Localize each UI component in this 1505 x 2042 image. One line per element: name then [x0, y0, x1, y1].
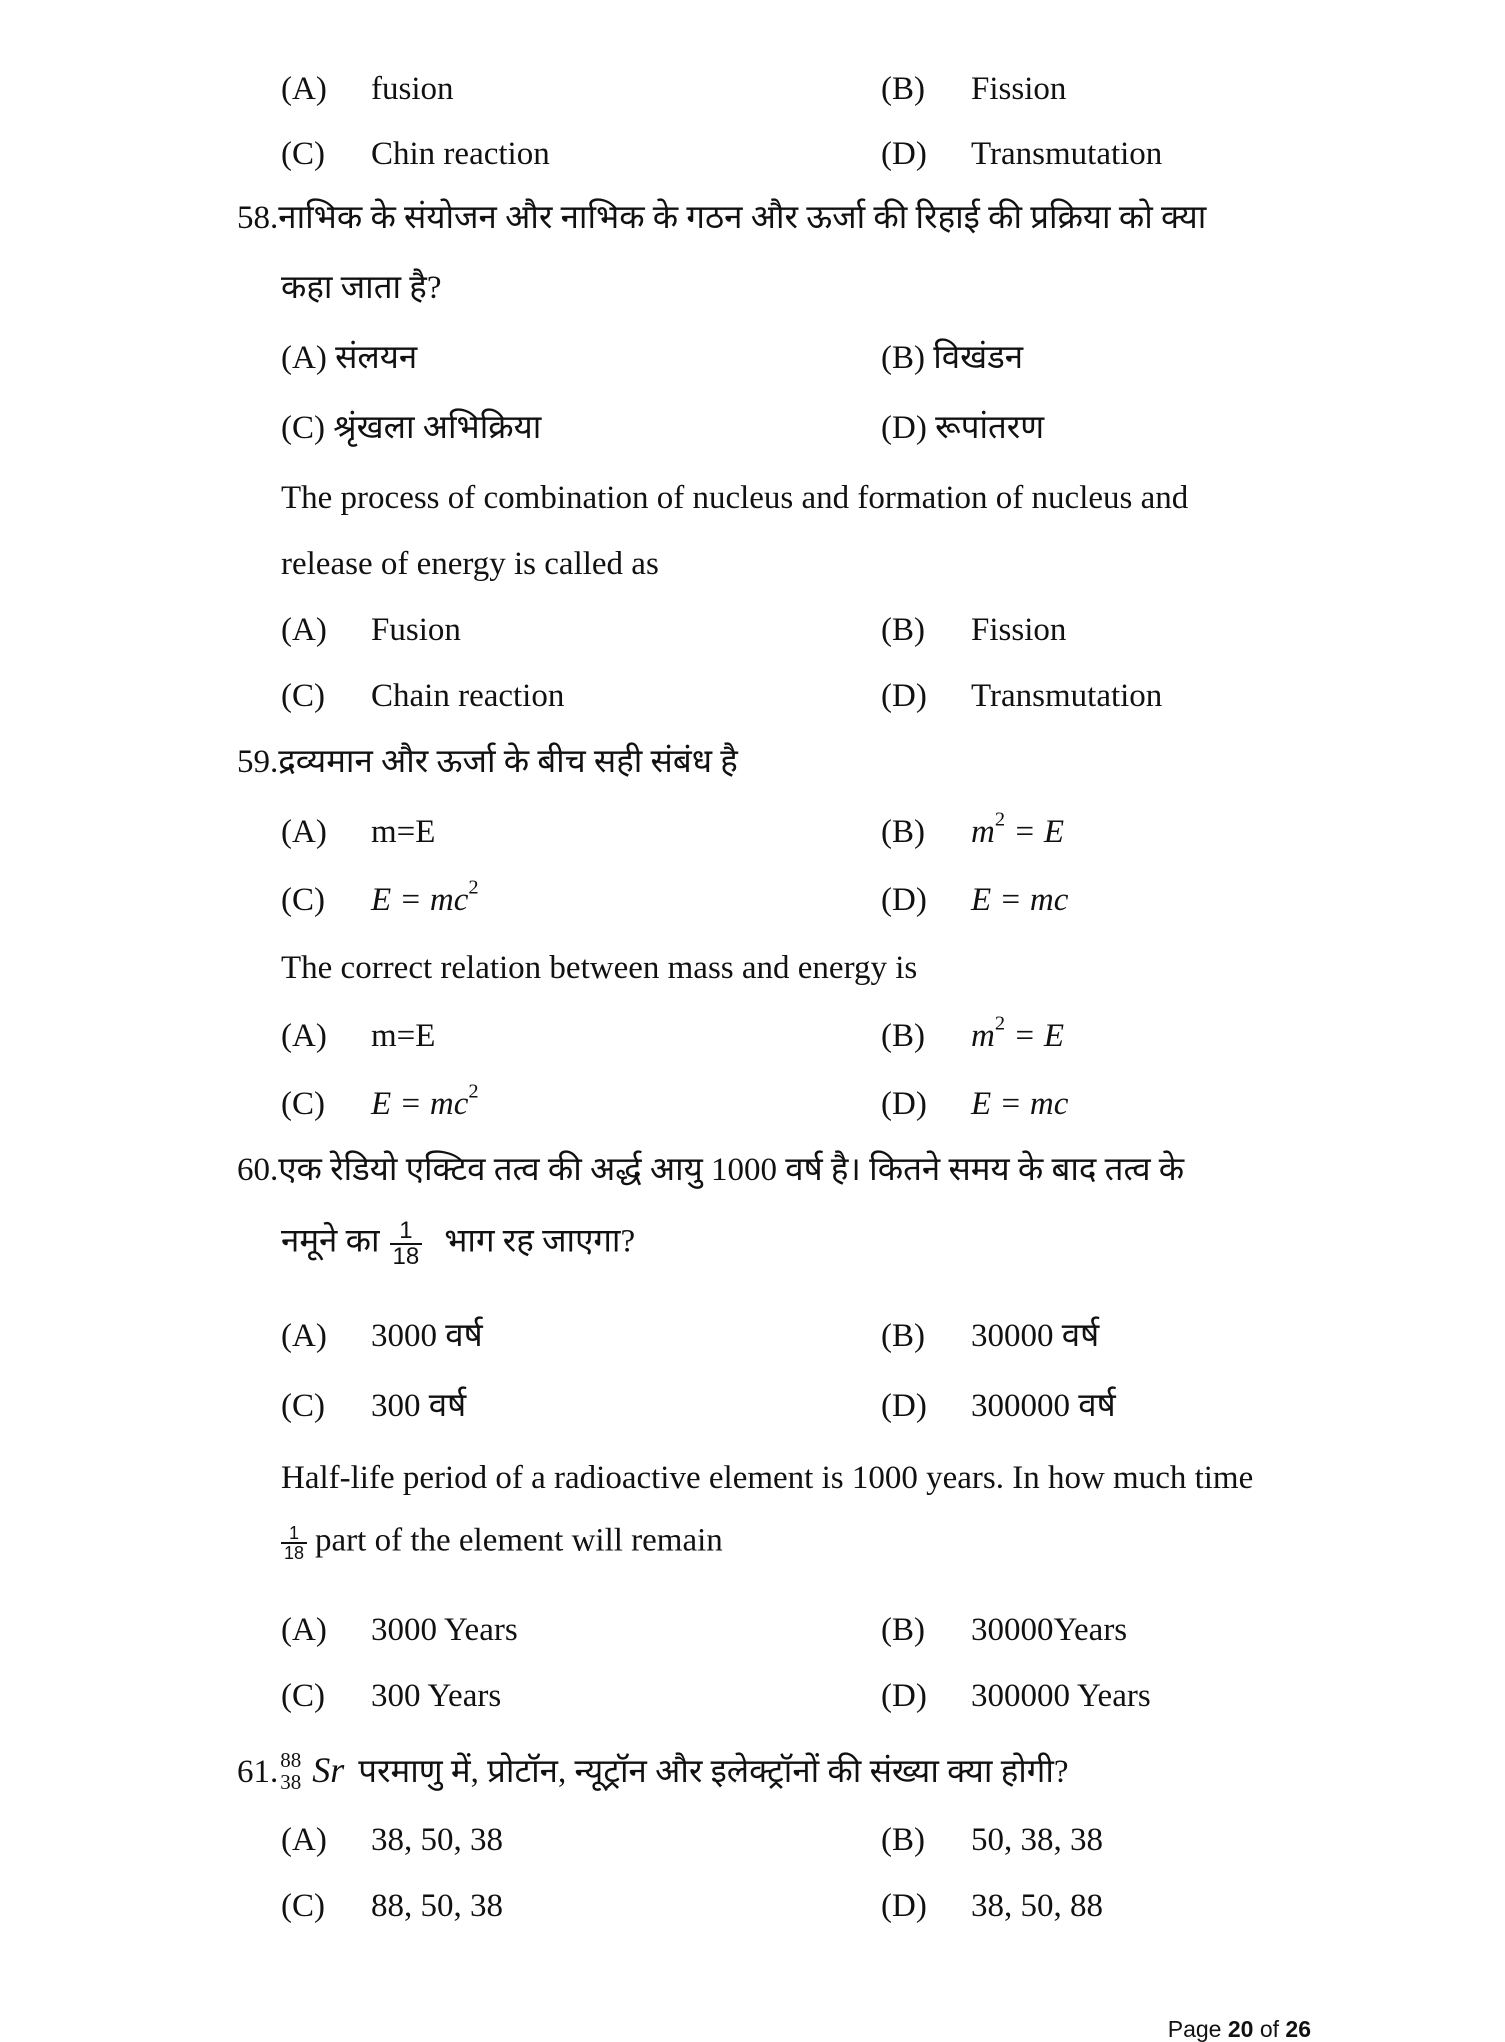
option-label: (A)	[281, 340, 327, 376]
question-text: द्रव्यमान और ऊर्जा के बीच सही संबंध है	[278, 744, 738, 780]
option-label: (D)	[881, 1678, 927, 1714]
option-d	[881, 1390, 1116, 1423]
option-label: (D)	[881, 678, 927, 714]
option-c	[281, 1890, 503, 1923]
option-text: m=E	[371, 814, 436, 850]
option-text: 3000 Years	[371, 1612, 518, 1648]
option-d	[881, 1088, 1068, 1121]
option-label: (B)	[881, 340, 925, 376]
option-formula: E = mc	[971, 1086, 1069, 1122]
option-b	[881, 1012, 1064, 1054]
mass-number: 88	[280, 1748, 302, 1772]
option-label: (A)	[281, 1018, 327, 1054]
option-c	[281, 1680, 501, 1713]
question-58-english-cont: release of energy is called as	[281, 546, 659, 582]
element-symbol: Sr	[312, 1750, 345, 1790]
option-text: m=E	[371, 1018, 436, 1054]
option-b	[881, 342, 1023, 375]
option-label: (A)	[281, 612, 327, 648]
question-number: 58.	[237, 200, 279, 236]
option-label: (C)	[281, 678, 325, 714]
option-text: 50, 38, 38	[971, 1822, 1103, 1858]
option-d	[881, 884, 1068, 917]
option-label: (D)	[881, 136, 927, 172]
option-label: (D)	[881, 1086, 927, 1122]
question-58-english: The process of combination of nucleus and formation of nucleus and	[281, 480, 1189, 516]
option-a	[281, 1320, 483, 1353]
atomic-number: 38	[280, 1770, 302, 1794]
question-60-hindi-cont	[281, 1219, 635, 1269]
option-text: 30000 वर्ष	[971, 1318, 1100, 1354]
question-59-hindi	[237, 746, 738, 779]
option-text: Fission	[971, 612, 1067, 648]
option-label: (D)	[881, 410, 927, 446]
question-text: नमूने का	[281, 1223, 380, 1260]
option-c	[281, 680, 564, 713]
option-text: Fusion	[371, 612, 461, 648]
option-text: Fission	[971, 71, 1067, 107]
option-text: संलयन	[335, 340, 418, 376]
option-a	[281, 1020, 435, 1053]
option-d	[881, 412, 1044, 445]
fraction: $\frac{1}{18}$	[281, 1524, 307, 1562]
option-text: 30000Years	[971, 1612, 1128, 1648]
option-text: विखंडन	[933, 340, 1024, 376]
option-label: (B)	[881, 814, 925, 850]
option-a	[281, 614, 461, 647]
option-text: Chin reaction	[371, 136, 550, 172]
option-label: (B)	[881, 1612, 925, 1648]
question-text: एक रेडियो एक्टिव तत्व की अर्द्ध आयु 1000 वर्ष है। कितने समय के बाद तत्व के	[278, 1152, 1185, 1188]
option-text: 38, 50, 88	[971, 1888, 1103, 1924]
fraction: $\frac{1}{18}$	[390, 1219, 423, 1269]
option-text: श्रृंखला अभिक्रिया	[333, 410, 542, 446]
question-text: नाभिक के संयोजन और नाभिक के गठन और ऊर्जा की रिहाई की प्रक्रिया को क्या	[278, 200, 1207, 236]
option-text: 3000 वर्ष	[371, 1318, 483, 1354]
option-label: (A)	[281, 1318, 327, 1354]
option-label: (D)	[881, 882, 927, 918]
option-label: (C)	[281, 882, 325, 918]
question-60-english-cont	[281, 1524, 723, 1562]
question-59-english: The correct relation between mass and energy is	[281, 950, 918, 986]
option-text: Transmutation	[971, 678, 1163, 714]
question-58-hindi-cont: कहा जाता है?	[281, 270, 442, 306]
option-label: (C)	[281, 136, 325, 172]
option-text: fusion	[371, 71, 454, 107]
option-c	[281, 1080, 479, 1122]
option-b	[881, 73, 1066, 106]
option-d	[881, 1890, 1103, 1923]
option-label: (C)	[281, 1388, 325, 1424]
option-label: (C)	[281, 410, 325, 446]
option-formula: $E = mc^2$	[371, 1080, 479, 1122]
question-number: 59.	[237, 744, 279, 780]
option-c	[281, 412, 541, 445]
question-number: 61.	[237, 1754, 279, 1790]
option-c	[281, 138, 550, 171]
option-c	[281, 1390, 466, 1423]
question-61-hindi	[237, 1748, 1069, 1794]
page-footer: Page 20 of 26	[1167, 2016, 1311, 2042]
option-text: 88, 50, 38	[371, 1888, 503, 1924]
option-label: (A)	[281, 814, 327, 850]
question-58-hindi	[237, 202, 1206, 235]
option-b	[881, 614, 1066, 647]
option-b	[881, 808, 1064, 850]
option-text: रूपांतरण	[935, 410, 1045, 446]
option-label: (C)	[281, 1086, 325, 1122]
option-b	[881, 1614, 1127, 1647]
option-label: (C)	[281, 1888, 325, 1924]
question-text: part of the element will remain	[315, 1522, 723, 1559]
question-60-hindi	[237, 1154, 1184, 1187]
option-d	[881, 138, 1162, 171]
option-formula: $m^2 = E$	[971, 1012, 1064, 1054]
question-text: परमाणु में, प्रोटॉन, न्यूट्रॉन और इलेक्ट्रॉनों की संख्या क्या होगी?	[358, 1754, 1069, 1790]
option-label: (B)	[881, 1822, 925, 1858]
option-formula: $m^2 = E$	[971, 808, 1064, 850]
option-d	[881, 680, 1162, 713]
option-text: Chain reaction	[371, 678, 565, 714]
option-label: (B)	[881, 1018, 925, 1054]
total-pages: 26	[1285, 2016, 1311, 2042]
option-b	[881, 1320, 1099, 1353]
option-formula: $E = mc^2$	[371, 876, 479, 918]
option-label: (D)	[881, 1888, 927, 1924]
option-label: (B)	[881, 71, 925, 107]
option-label: (A)	[281, 1822, 327, 1858]
nuclide-notation	[278, 1748, 312, 1794]
option-label: (A)	[281, 71, 327, 107]
option-a	[281, 73, 454, 106]
question-text: भाग रह जाएगा?	[444, 1223, 636, 1260]
option-text: 300000 वर्ष	[971, 1388, 1116, 1424]
option-label: (C)	[281, 1678, 325, 1714]
option-text: 38, 50, 38	[371, 1822, 503, 1858]
option-a	[281, 342, 417, 375]
option-b	[881, 1824, 1103, 1857]
option-d	[881, 1680, 1151, 1713]
question-60-english: Half-life period of a radioactive element is 1000 years. In how much time	[281, 1460, 1254, 1496]
option-c	[281, 876, 479, 918]
option-a	[281, 1614, 518, 1647]
option-label: (D)	[881, 1388, 927, 1424]
option-text: 300 Years	[371, 1678, 502, 1714]
question-number: 60.	[237, 1152, 279, 1188]
option-label: (A)	[281, 1612, 327, 1648]
option-text: Transmutation	[971, 136, 1163, 172]
option-text: 300 वर्ष	[371, 1388, 467, 1424]
option-label: (B)	[881, 1318, 925, 1354]
option-formula: E = mc	[971, 882, 1069, 918]
option-text: 300000 Years	[971, 1678, 1151, 1714]
option-a	[281, 816, 435, 849]
current-page: 20	[1227, 2016, 1254, 2042]
option-label: (B)	[881, 612, 925, 648]
option-a	[281, 1824, 503, 1857]
